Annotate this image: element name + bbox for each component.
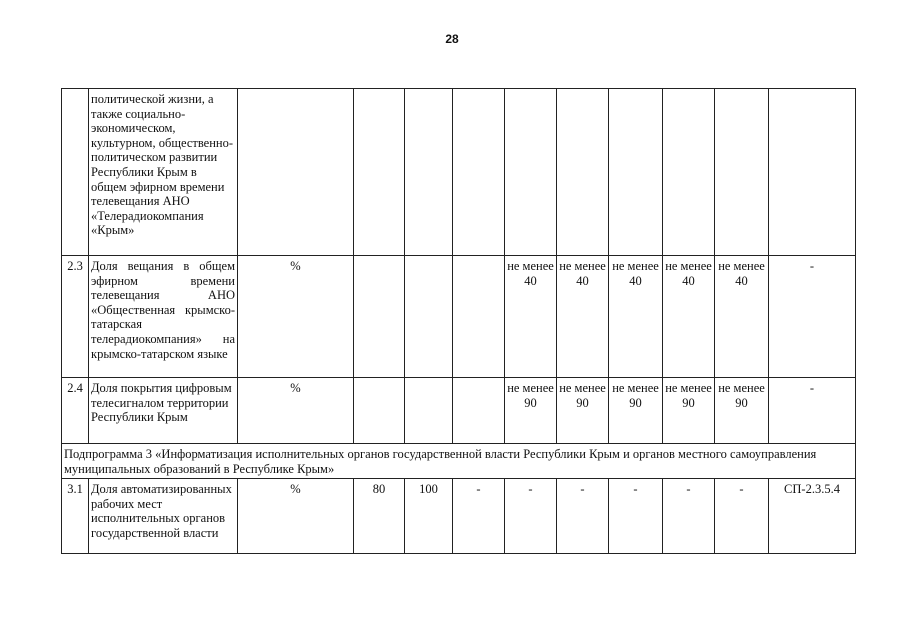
value-cell xyxy=(405,89,453,256)
unit-cell: % xyxy=(238,378,354,444)
value-cell: 100 xyxy=(405,479,453,554)
value-cell: не менее 90 xyxy=(557,378,609,444)
value-cell: не менее 40 xyxy=(663,256,715,378)
value-cell xyxy=(609,89,663,256)
row-number-cell xyxy=(62,89,89,256)
value-cell: - xyxy=(505,479,557,554)
row-number-cell: 3.1 xyxy=(62,479,89,554)
value-cell: не менее 90 xyxy=(663,378,715,444)
subprogram-title: Подпрограмма 3 «Информатизация исполнительных органов государственной власти Республики Крым и органов местного самоуправления муниципальных образований в Республике Крым» xyxy=(62,444,856,479)
value-cell xyxy=(715,89,769,256)
reference-cell: СП-2.3.5.4 xyxy=(769,479,856,554)
unit-cell: % xyxy=(238,479,354,554)
value-cell: - xyxy=(557,479,609,554)
indicator-name-cell: Доля вещания в общем эфирном времени телевещания АНО «Общественная крымско-татарская телерадиокомпания» на крымско-татарском языке xyxy=(89,256,238,378)
value-cell: не менее 90 xyxy=(505,378,557,444)
value-cell: не менее 90 xyxy=(609,378,663,444)
indicator-name-cell: Доля покрытия цифровым телесигналом территории Республики Крым xyxy=(89,378,238,444)
value-cell: - xyxy=(609,479,663,554)
value-cell xyxy=(453,89,505,256)
reference-cell: - xyxy=(769,378,856,444)
value-cell: не менее 40 xyxy=(609,256,663,378)
value-cell: - xyxy=(663,479,715,554)
table-row xyxy=(62,479,856,554)
value-cell xyxy=(354,256,405,378)
value-cell xyxy=(453,378,505,444)
row-number-cell: 2.4 xyxy=(62,378,89,444)
subprogram-row xyxy=(62,444,856,479)
row-number-cell: 2.3 xyxy=(62,256,89,378)
value-cell: не менее 40 xyxy=(505,256,557,378)
indicators-table xyxy=(61,88,856,554)
unit-cell: % xyxy=(238,256,354,378)
table-row xyxy=(62,89,856,256)
value-cell: - xyxy=(453,479,505,554)
reference-cell: - xyxy=(769,256,856,378)
value-cell xyxy=(354,378,405,444)
value-cell: не менее 90 xyxy=(715,378,769,444)
value-cell: не менее 40 xyxy=(557,256,609,378)
value-cell xyxy=(405,256,453,378)
unit-cell xyxy=(238,89,354,256)
value-cell xyxy=(505,89,557,256)
table-row xyxy=(62,256,856,378)
value-cell: 80 xyxy=(354,479,405,554)
value-cell xyxy=(453,256,505,378)
value-cell xyxy=(557,89,609,256)
indicator-name-cell: политической жизни, а также социально-экономическом, культурном, общественно-политическом развитии Республики Крым в общем эфирном времени телевещания АНО «Телерадиокомпания «Крым» xyxy=(89,89,238,256)
reference-cell xyxy=(769,89,856,256)
value-cell: - xyxy=(715,479,769,554)
value-cell xyxy=(405,378,453,444)
page-number: 28 xyxy=(445,32,459,46)
indicator-name-cell: Доля автоматизированных рабочих мест исполнительных органов государственной власти xyxy=(89,479,238,554)
value-cell: не менее 40 xyxy=(715,256,769,378)
table-row xyxy=(62,378,856,444)
value-cell xyxy=(354,89,405,256)
value-cell xyxy=(663,89,715,256)
